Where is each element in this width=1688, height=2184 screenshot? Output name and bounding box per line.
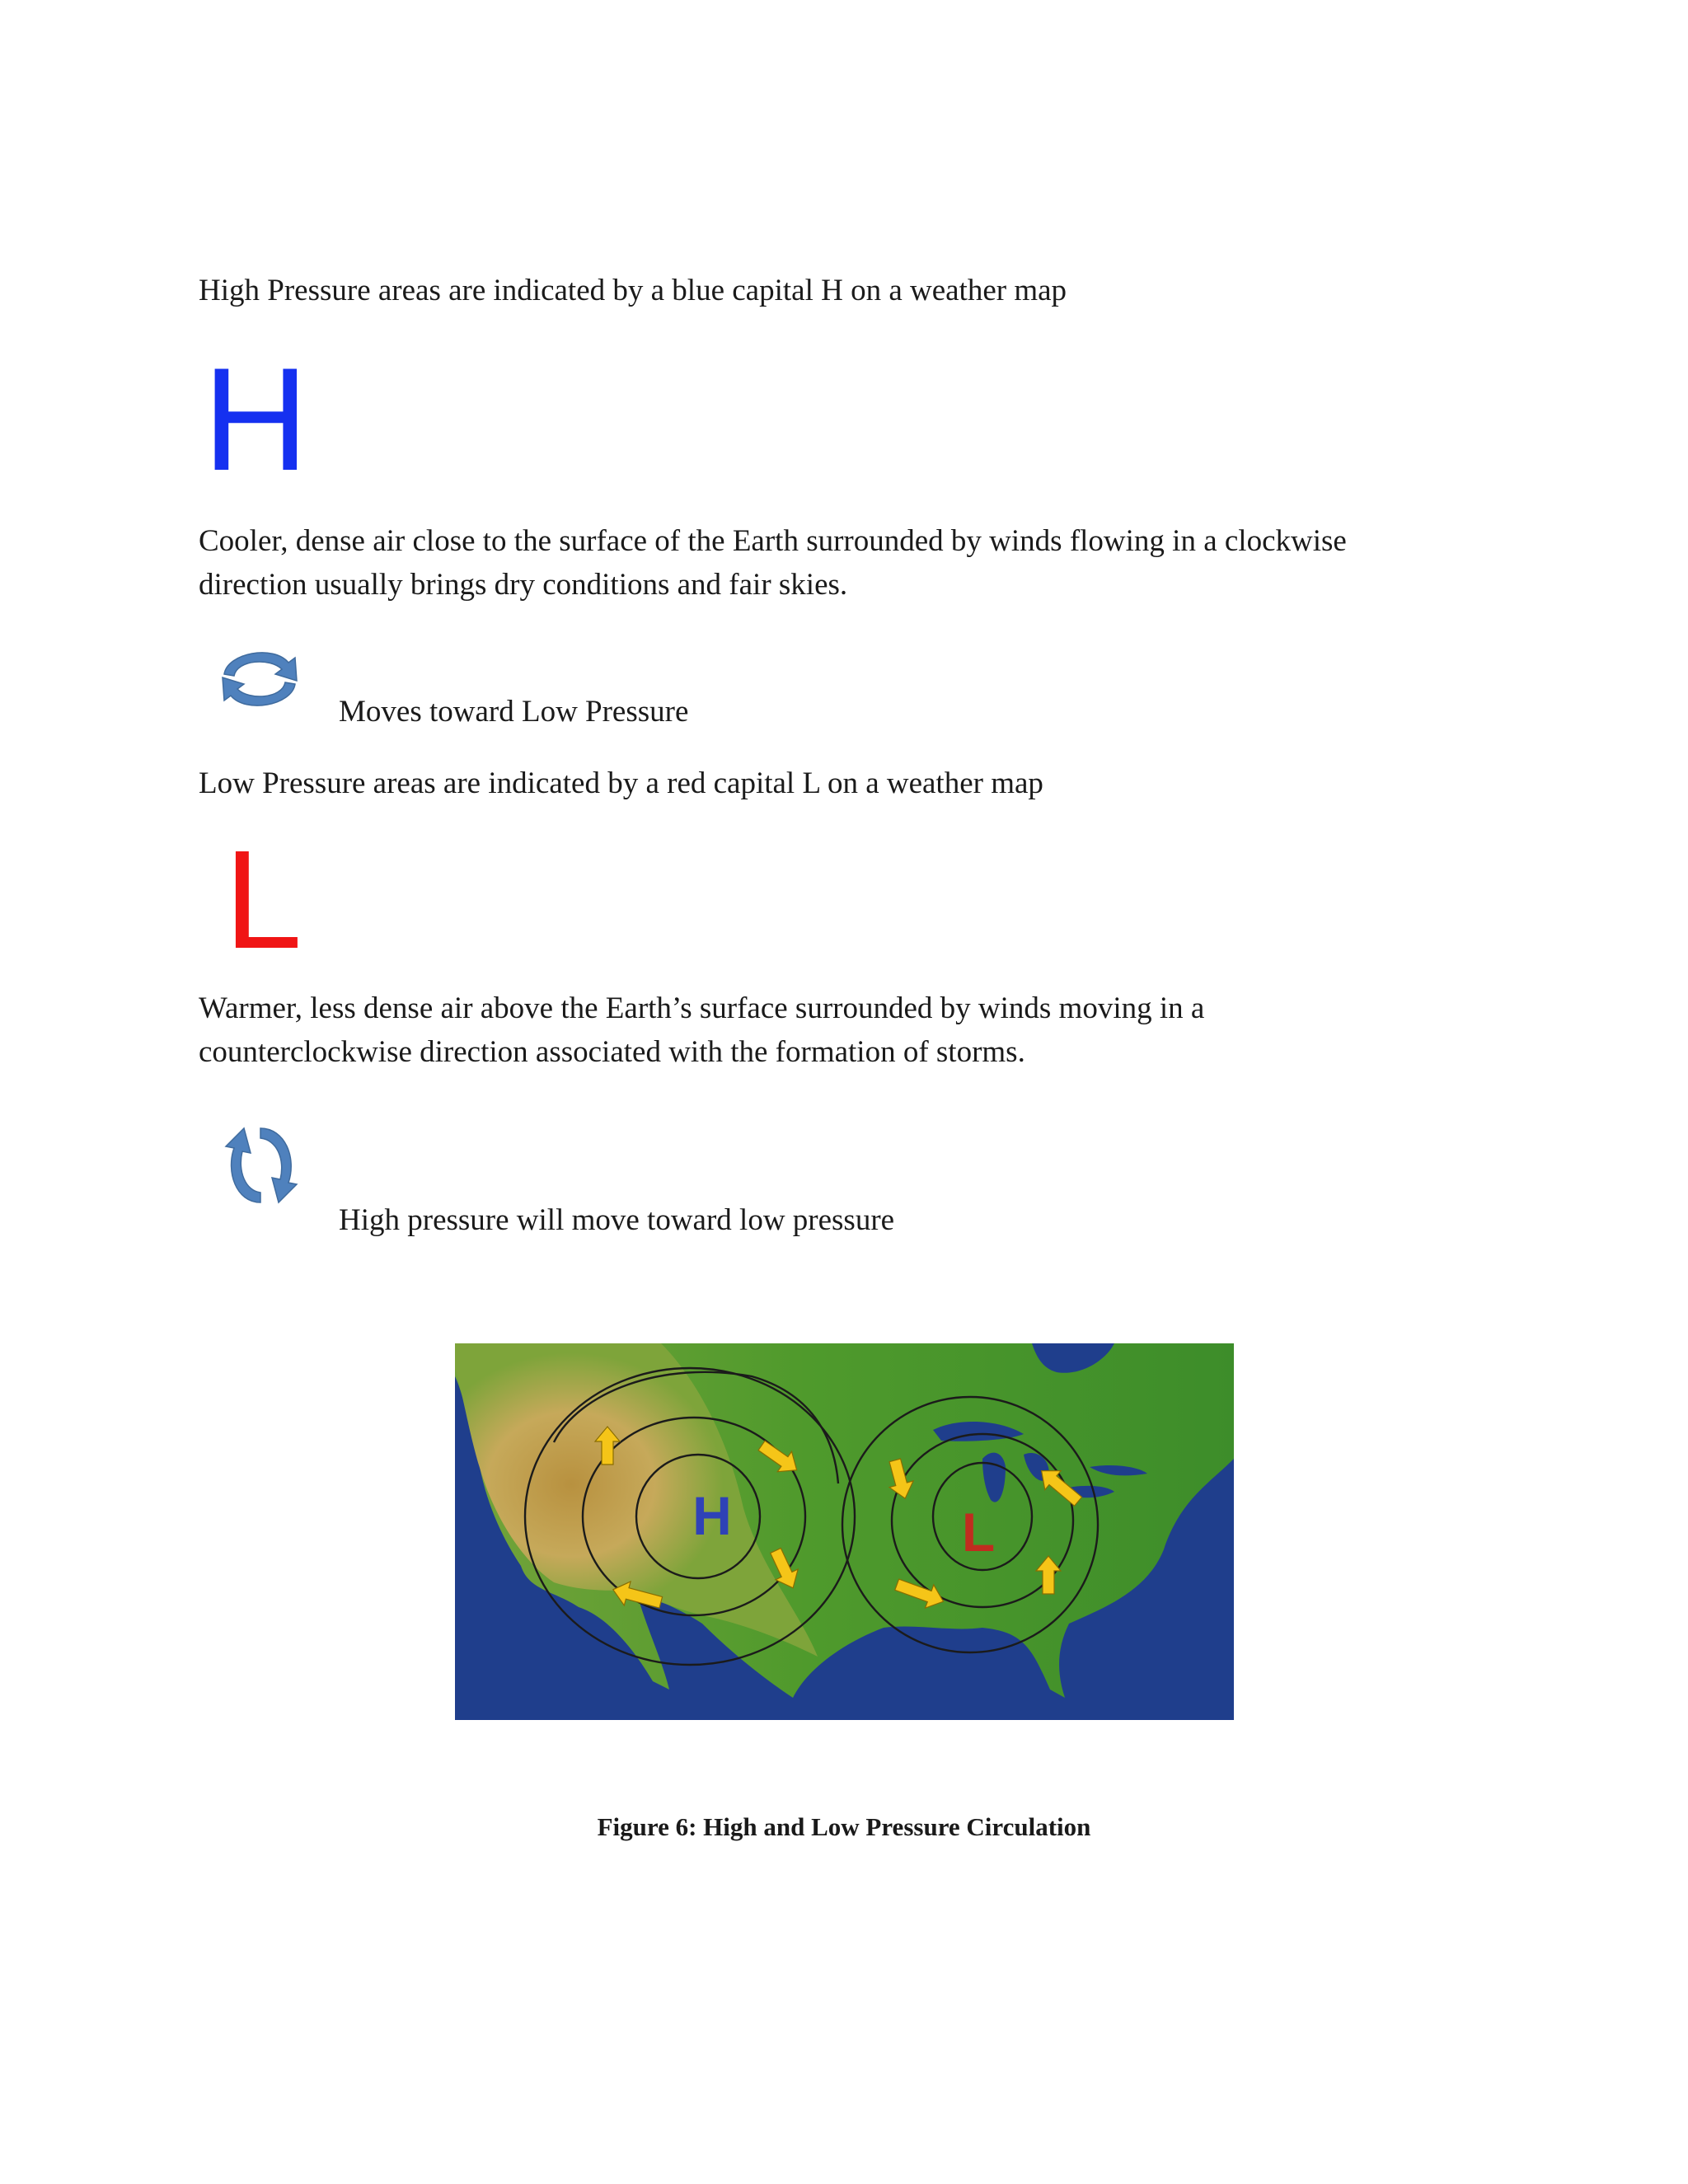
high-pressure-description-line2: direction usually brings dry conditions and fair skies.	[199, 568, 848, 602]
high-pressure-icon-caption: Moves toward Low Pressure	[339, 695, 689, 729]
high-pressure-description-line1: Cooler, dense air close to the surface of the Earth surrounded by winds flowing in a clockwise	[199, 524, 1347, 558]
low-pressure-description-line2: counterclockwise direction associated with the formation of storms.	[199, 1035, 1025, 1069]
low-pressure-intro: Low Pressure areas are indicated by a red capital L on a weather map	[199, 766, 1043, 800]
high-pressure-intro: High Pressure areas are indicated by a blue capital H on a weather map	[199, 274, 1067, 307]
low-pressure-symbol: L	[224, 822, 302, 978]
clockwise-circular-arrows-icon	[216, 641, 303, 717]
low-pressure-description-line1: Warmer, less dense air above the Earth’s surface surrounded by winds moving in a	[199, 991, 1205, 1025]
figure-caption: Figure 6: High and Low Pressure Circulation	[597, 1812, 1091, 1841]
low-pressure-icon-caption: High pressure will move toward low pressure	[339, 1203, 895, 1237]
high-pressure-symbol: H	[203, 337, 309, 501]
weather-map-figure	[455, 1343, 1234, 1720]
counterclockwise-circular-arrows-icon	[223, 1117, 300, 1214]
map-low-label: L	[961, 1502, 996, 1563]
map-high-label: H	[692, 1485, 732, 1546]
